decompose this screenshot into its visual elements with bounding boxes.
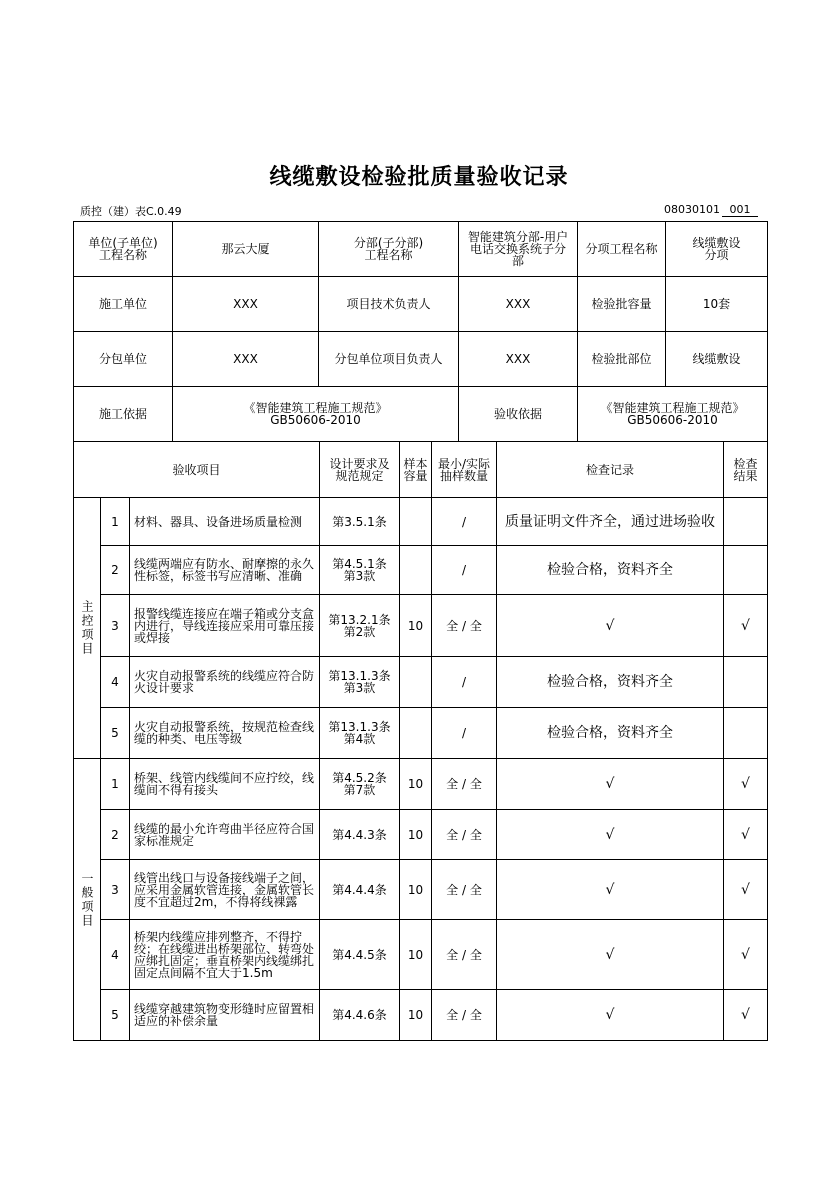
- table-row: [74, 759, 768, 810]
- row-spec: 第13.1.3条 第4款: [320, 708, 400, 759]
- row-sample: 10: [400, 920, 432, 990]
- row-sampling: 全 / 全: [432, 920, 497, 990]
- row-spec: 第4.4.3条: [320, 810, 400, 860]
- division-label: 分部(子分部) 工程名称: [319, 222, 459, 277]
- table-row: [74, 708, 768, 759]
- row-number: 2: [101, 810, 130, 860]
- row-number: 5: [101, 708, 130, 759]
- row-sample: 10: [400, 860, 432, 920]
- row-description: 材料、器具、设备进场质量检测: [130, 498, 320, 546]
- row-record: 质量证明文件齐全，通过进场验收: [497, 498, 724, 546]
- row-sampling: 全 / 全: [432, 990, 497, 1041]
- subcontractor-label: 分包单位: [74, 332, 173, 387]
- row-spec: 第4.4.6条: [320, 990, 400, 1041]
- row-result: √: [724, 759, 768, 810]
- row-sample: [400, 657, 432, 708]
- unit-label: 单位(子单位) 工程名称: [74, 222, 173, 277]
- row-description: 报警线缆连接应在端子箱或分支盒内进行，导线连接应采用可靠压接或焊接: [130, 595, 320, 657]
- batch-part-label: 检验批部位: [578, 332, 666, 387]
- group-label-cell: [74, 498, 101, 759]
- row-result: √: [724, 860, 768, 920]
- row-sampling: 全 / 全: [432, 595, 497, 657]
- document-number-serial: 001: [722, 203, 758, 217]
- row-record: 检验合格，资料齐全: [497, 708, 724, 759]
- table-row: [74, 990, 768, 1041]
- row-record: 检验合格，资料齐全: [497, 657, 724, 708]
- row-description: 线缆穿越建筑物变形缝时应留置相适应的补偿余量: [130, 990, 320, 1041]
- row-description: 桥架内线缆应排列整齐，不得拧绞；在线缆进出桥架部位、转弯处应绑扎固定；垂直桥架内线缆绑扎固定点间隔不宜大于1.5m: [130, 920, 320, 990]
- row-sample: 10: [400, 990, 432, 1041]
- document-number: [664, 203, 758, 217]
- row-sample: 10: [400, 759, 432, 810]
- col-record: 检查记录: [497, 442, 724, 498]
- group-label: 主控项目: [80, 600, 94, 656]
- col-result: 检查 结果: [724, 442, 768, 498]
- row-sample: [400, 498, 432, 546]
- row-sampling: /: [432, 498, 497, 546]
- row-description: 火灾自动报警系统，按规范检查线缆的种类、电压等级: [130, 708, 320, 759]
- row-record: √: [497, 759, 724, 810]
- division-value: 智能建筑分部-用户 电话交换系统子分 部: [459, 222, 578, 277]
- page-title: 线缆敷设检验批质量验收记录: [269, 164, 569, 190]
- row-record: √: [497, 860, 724, 920]
- row-spec: 第13.1.3条 第3款: [320, 657, 400, 708]
- row-sampling: 全 / 全: [432, 810, 497, 860]
- row-number: 1: [101, 759, 130, 810]
- table-row: [74, 595, 768, 657]
- row-description: 火灾自动报警系统的线缆应符合防火设计要求: [130, 657, 320, 708]
- row-sampling: /: [432, 708, 497, 759]
- col-item: 验收项目: [74, 442, 320, 498]
- row-result: √: [724, 810, 768, 860]
- row-number: 2: [101, 546, 130, 595]
- contractor-value: XXX: [173, 277, 319, 332]
- row-spec: 第4.5.2条 第7款: [320, 759, 400, 810]
- row-spec: 第13.2.1条 第2款: [320, 595, 400, 657]
- tech-lead-label: 项目技术负责人: [319, 277, 459, 332]
- row-number: 1: [101, 498, 130, 546]
- sub-lead-value: XXX: [459, 332, 578, 387]
- row-record: 检验合格，资料齐全: [497, 546, 724, 595]
- row-record: √: [497, 595, 724, 657]
- row-record: √: [497, 990, 724, 1041]
- construction-basis-value: 《智能建筑工程施工规范》 GB50606-2010: [173, 387, 459, 442]
- row-spec: 第4.4.5条: [320, 920, 400, 990]
- subitem-value: 线缆敷设 分项: [666, 222, 768, 277]
- row-sampling: 全 / 全: [432, 860, 497, 920]
- row-record: √: [497, 810, 724, 860]
- form-code: 质控（建）表C.0.49: [80, 205, 182, 218]
- subcontractor-value: XXX: [173, 332, 319, 387]
- row-result: √: [724, 990, 768, 1041]
- row-number: 3: [101, 595, 130, 657]
- row-result: [724, 498, 768, 546]
- row-sample: 10: [400, 595, 432, 657]
- table-row: [74, 810, 768, 860]
- sub-lead-label: 分包单位项目负责人: [319, 332, 459, 387]
- row-sample: 10: [400, 810, 432, 860]
- row-sample: [400, 546, 432, 595]
- items-body: [74, 498, 768, 1041]
- row-sampling: /: [432, 546, 497, 595]
- table-row: [74, 860, 768, 920]
- row-description: 线缆的最小允许弯曲半径应符合国家标准规定: [130, 810, 320, 860]
- row-result: √: [724, 920, 768, 990]
- row-sample: [400, 708, 432, 759]
- row-record: √: [497, 920, 724, 990]
- contractor-label: 施工单位: [74, 277, 173, 332]
- row-result: [724, 657, 768, 708]
- row-number: 4: [101, 920, 130, 990]
- row-sampling: 全 / 全: [432, 759, 497, 810]
- row-description: 桥架、线管内线缆间不应拧绞，线缆间不得有接头: [130, 759, 320, 810]
- unit-value: 那云大厦: [173, 222, 319, 277]
- row-description: 线管出线口与设备接线端子之间，应采用金属软管连接，金属软管长度不宜超过2m，不得将线裸露: [130, 860, 320, 920]
- table-row: [74, 546, 768, 595]
- row-result: [724, 708, 768, 759]
- header-table: [73, 221, 768, 442]
- batch-part-value: 线缆敷设: [666, 332, 768, 387]
- col-min-actual: 最小/实际 抽样数量: [432, 442, 497, 498]
- inspection-items-table: [73, 441, 768, 1041]
- row-result: [724, 546, 768, 595]
- row-number: 5: [101, 990, 130, 1041]
- row-result: √: [724, 595, 768, 657]
- table-row: [74, 498, 768, 546]
- group-label-cell: [74, 759, 101, 1041]
- row-number: 3: [101, 860, 130, 920]
- batch-capacity-value: 10套: [666, 277, 768, 332]
- row-spec: 第4.4.4条: [320, 860, 400, 920]
- acceptance-basis-value: 《智能建筑工程施工规范》 GB50606-2010: [578, 387, 768, 442]
- subitem-label: 分项工程名称: [578, 222, 666, 277]
- col-design: 设计要求及 规范规定: [320, 442, 400, 498]
- row-spec: 第4.5.1条 第3款: [320, 546, 400, 595]
- row-spec: 第3.5.1条: [320, 498, 400, 546]
- batch-capacity-label: 检验批容量: [578, 277, 666, 332]
- col-sample: 样本 容量: [400, 442, 432, 498]
- group-label: 一般项目: [80, 871, 94, 928]
- row-description: 线缆两端应有防水、耐摩擦的永久性标签，标签书写应清晰、准确: [130, 546, 320, 595]
- construction-basis-label: 施工依据: [74, 387, 173, 442]
- row-number: 4: [101, 657, 130, 708]
- row-sampling: /: [432, 657, 497, 708]
- acceptance-basis-label: 验收依据: [459, 387, 578, 442]
- tech-lead-value: XXX: [459, 277, 578, 332]
- table-row: [74, 657, 768, 708]
- table-row: [74, 920, 768, 990]
- document-number-prefix: 08030101: [664, 203, 720, 216]
